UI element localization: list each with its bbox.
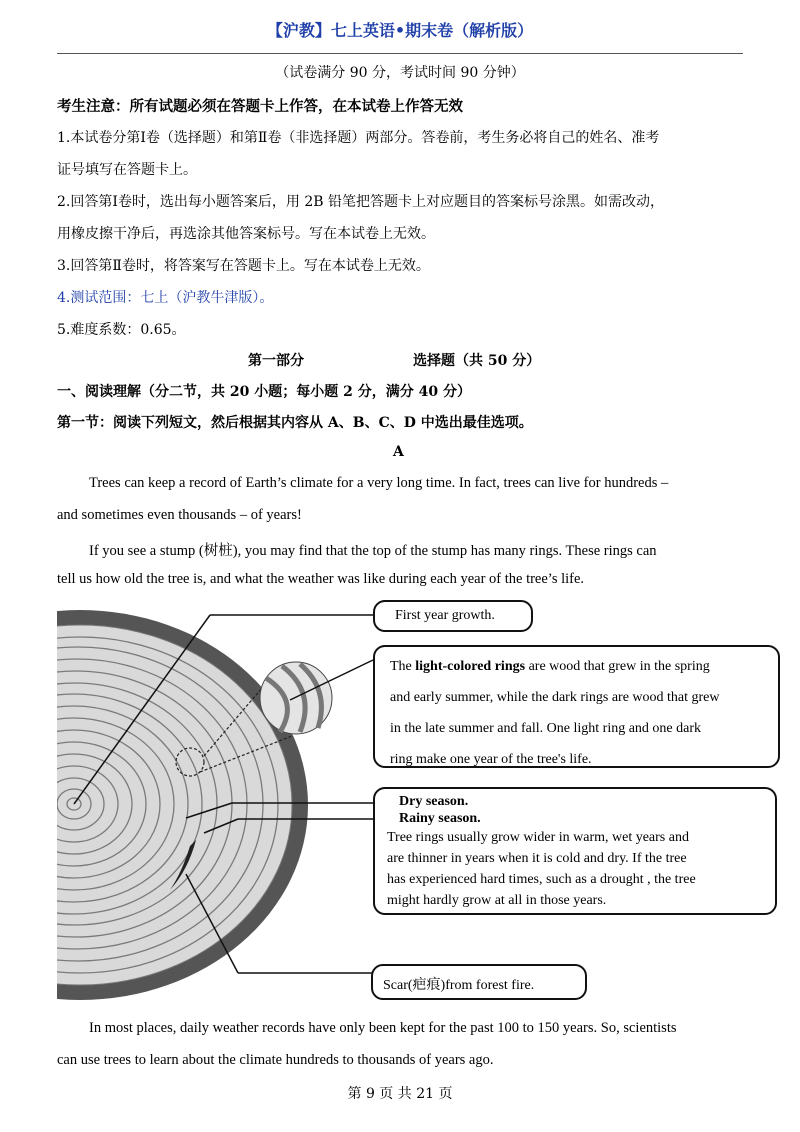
passage-line: and sometimes even thousands – of years! (57, 507, 302, 523)
passage-line: can use trees to learn about the climate hundreds to thousands of years ago. (57, 1052, 494, 1068)
header-rule (57, 53, 743, 54)
passage-label: A (393, 444, 404, 460)
notice-item: 用橡皮擦干净后，再选涂其他答案标号。写在本试卷上无效。 (57, 226, 435, 242)
notice-item: 3.回答第Ⅱ卷时，将答案写在答题卡上。写在本试卷上无效。 (57, 258, 430, 274)
callout-seasons (373, 787, 777, 915)
passage-line: In most places, daily weather records have only been kept for the past 100 to 150 years. So, scientists (89, 1020, 677, 1036)
stump-illustration (0, 610, 308, 1000)
callout-text: has experienced hard times, such as a drought , the tree (387, 872, 696, 887)
callout-first-year (373, 600, 533, 632)
callout-text: in the late summer and fall. One light ring and one dark (390, 721, 702, 736)
callout-text: might hardly grow at all in those years. (387, 893, 607, 908)
reading-title: 一、阅读理解（分二节，共 20 小题；每小题 2 分，满分 40 分） (57, 384, 471, 400)
section-instruction: 第一节：阅读下列短文，然后根据其内容从 A、B、C、D 中选出最佳选项。 (57, 415, 533, 431)
exam-info: （试卷满分 90 分，考试时间 90 分钟） (275, 65, 525, 81)
callout-text: ring make one year of the tree's life. (390, 752, 592, 767)
callout-text: are wood that grew in the spring (525, 659, 710, 674)
notice-item: 2.回答第Ⅰ卷时，选出每小题答案后，用 2B 铅笔把答题卡上对应题目的答案标号涂黑。如需改动， (57, 194, 664, 210)
notice-heading: 考生注意：所有试题必须在答题卡上作答，在本试卷上作答无效 (57, 98, 463, 115)
part-title: 选择题（共 50 分） (413, 353, 541, 369)
callout-light-rings (373, 645, 780, 768)
callout-text: Scar(疤痕)from forest fire. (383, 978, 535, 993)
callout-scar (371, 964, 587, 1000)
callout-text: The (390, 659, 416, 674)
callout-text: and early summer, while the dark rings are wood that grew (390, 690, 720, 705)
callout-bold-term: light-colored rings (415, 659, 526, 674)
test-scope: 4.测试范围：七上（沪教牛津版）。 (57, 290, 274, 306)
callout-text: First year growth. (395, 608, 495, 623)
dry-season-label: Dry season. (399, 794, 469, 809)
rainy-season-label: Rainy season. (399, 811, 481, 826)
passage-line: If you see a stump (树桩), you may find that the top of the stump has many rings. These rings can (89, 543, 657, 559)
page-number: 第 9 页 共 21 页 (347, 1086, 453, 1102)
difficulty: 5.难度系数：0.65。 (57, 322, 186, 338)
notice-item: 证号填写在答题卡上。 (57, 162, 197, 178)
callout-text: Tree rings usually grow wider in warm, wet years and (387, 830, 689, 845)
part-label: 第一部分 (248, 353, 304, 369)
document-header: 【沪教】七上英语•期末卷（解析版） (266, 21, 534, 40)
passage-line: tell us how old the tree is, and what the weather was like during each year of the tree’s life. (57, 571, 585, 587)
passage-line: Trees can keep a record of Earth’s climate for a very long time. In fact, trees can live for hundreds – (89, 475, 669, 491)
callout-text: are thinner in years when it is cold and dry. If the tree (387, 851, 687, 866)
notice-item: 1.本试卷分第Ⅰ卷（选择题）和第Ⅱ卷（非选择题）两部分。答卷前，考生务必将自己的姓名、准考 (57, 130, 660, 146)
